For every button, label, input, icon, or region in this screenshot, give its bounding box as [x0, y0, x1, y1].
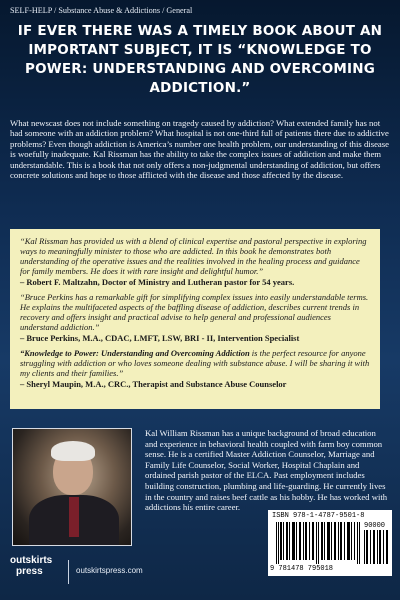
barcode-icon	[276, 522, 360, 564]
quote-attribution: – Bruce Perkins, M.A., CDAC, LMFT, LSW, BRI - II, Intervention Specialist	[20, 333, 300, 343]
quote-text: “Bruce Perkins has a remarkable gift for simplifying complex issues into easily understandable terms. He explains the multifaceted aspects of the baffling disease of addiction, describes current trends in recovery and offers insight and practical advise to help general and professional audiences understand addiction.”	[20, 292, 369, 332]
barcode-block	[268, 510, 392, 576]
author-photo-tie	[69, 497, 79, 537]
headline: IF EVER THERE WAS A TIMELY BOOK ABOUT AN IMPORTANT SUBJECT, IT IS “KNOWLEDGE TO POWER: UNDERSTANDING AND OVERCOMING ADDICTION.”	[17, 23, 383, 96]
quote-attribution: – Sheryl Maupin, M.A., CRC., Therapist and Substance Abuse Counselor	[20, 379, 287, 389]
quote-box	[10, 229, 380, 409]
quote-attribution: – Robert F. Maltzahn, Doctor of Ministry and Lutheran pastor for 54 years.	[20, 277, 295, 287]
quote-text: “Kal Rissman has provided us with a blend of clinical expertise and pastoral perspective in exploring ways to meaningfully minister to those who are addicted. In this book he demonstrates both understanding of the operative issues and the realities involved in the healing process and guidance for family members. He does it with rare insight and delightful humor.”	[20, 236, 367, 276]
publisher-logo-top: outskirts	[10, 555, 53, 566]
quote-text	[20, 348, 370, 378]
publisher-logo-bottom: press	[16, 566, 43, 577]
intro-paragraph: What newscast does not include something on tragedy caused by addiction? What extended family has not had someone with an addiction problem? What hospital is not one-third full of patients there due to addictive problems? Even though addiction is America’s number one health problem, our understanding of this disease is woefully inadequate. Kal Rissman has the ability to take the complex issues of addiction and make them understandable. This is a book that not only offers a non-judgmental understanding of addiction, but offers concrete solutions and hope to those afflicted with the disease and those affected by the disease.	[10, 118, 390, 181]
isbn-label: ISBN 978-1-4787-9501-8	[272, 512, 365, 520]
footer-divider	[68, 560, 69, 584]
quote-text-rest: is the perfect resource for anyone struggling with addiction or who loves someone dealing with substance abuse. I will be sharing it with my clients and their families.”	[20, 348, 370, 378]
author-photo	[12, 428, 132, 546]
author-photo-hair	[51, 441, 95, 461]
barcode-digits: 9 781478 795018	[270, 565, 334, 573]
publisher-logo	[10, 555, 62, 591]
author-bio: Kal William Rissman has a unique background of broad education and experience in behavioral health coupled with farm boy common sense. He is a certified Master Addiction Counselor, Marriage and Family Life Counselor, Social Worker, Hospital Chaplain and ordained parish pastor of the ELCA. Past employment includes building construction, plumbing and life-guarding. He currently lives in the country and raises beef cattle as his hobby. He has worked with addictions his entire career.	[145, 428, 388, 513]
addon-digits: 90000	[364, 522, 386, 530]
barcode-addon-icon	[364, 530, 388, 564]
book-title-in-quote: “Knowledge to Power: Understanding and Overcoming Addiction	[20, 348, 250, 358]
category-line: SELF-HELP / Substance Abuse & Addictions / General	[10, 6, 193, 15]
publisher-website: outskirtspress.com	[76, 566, 143, 575]
